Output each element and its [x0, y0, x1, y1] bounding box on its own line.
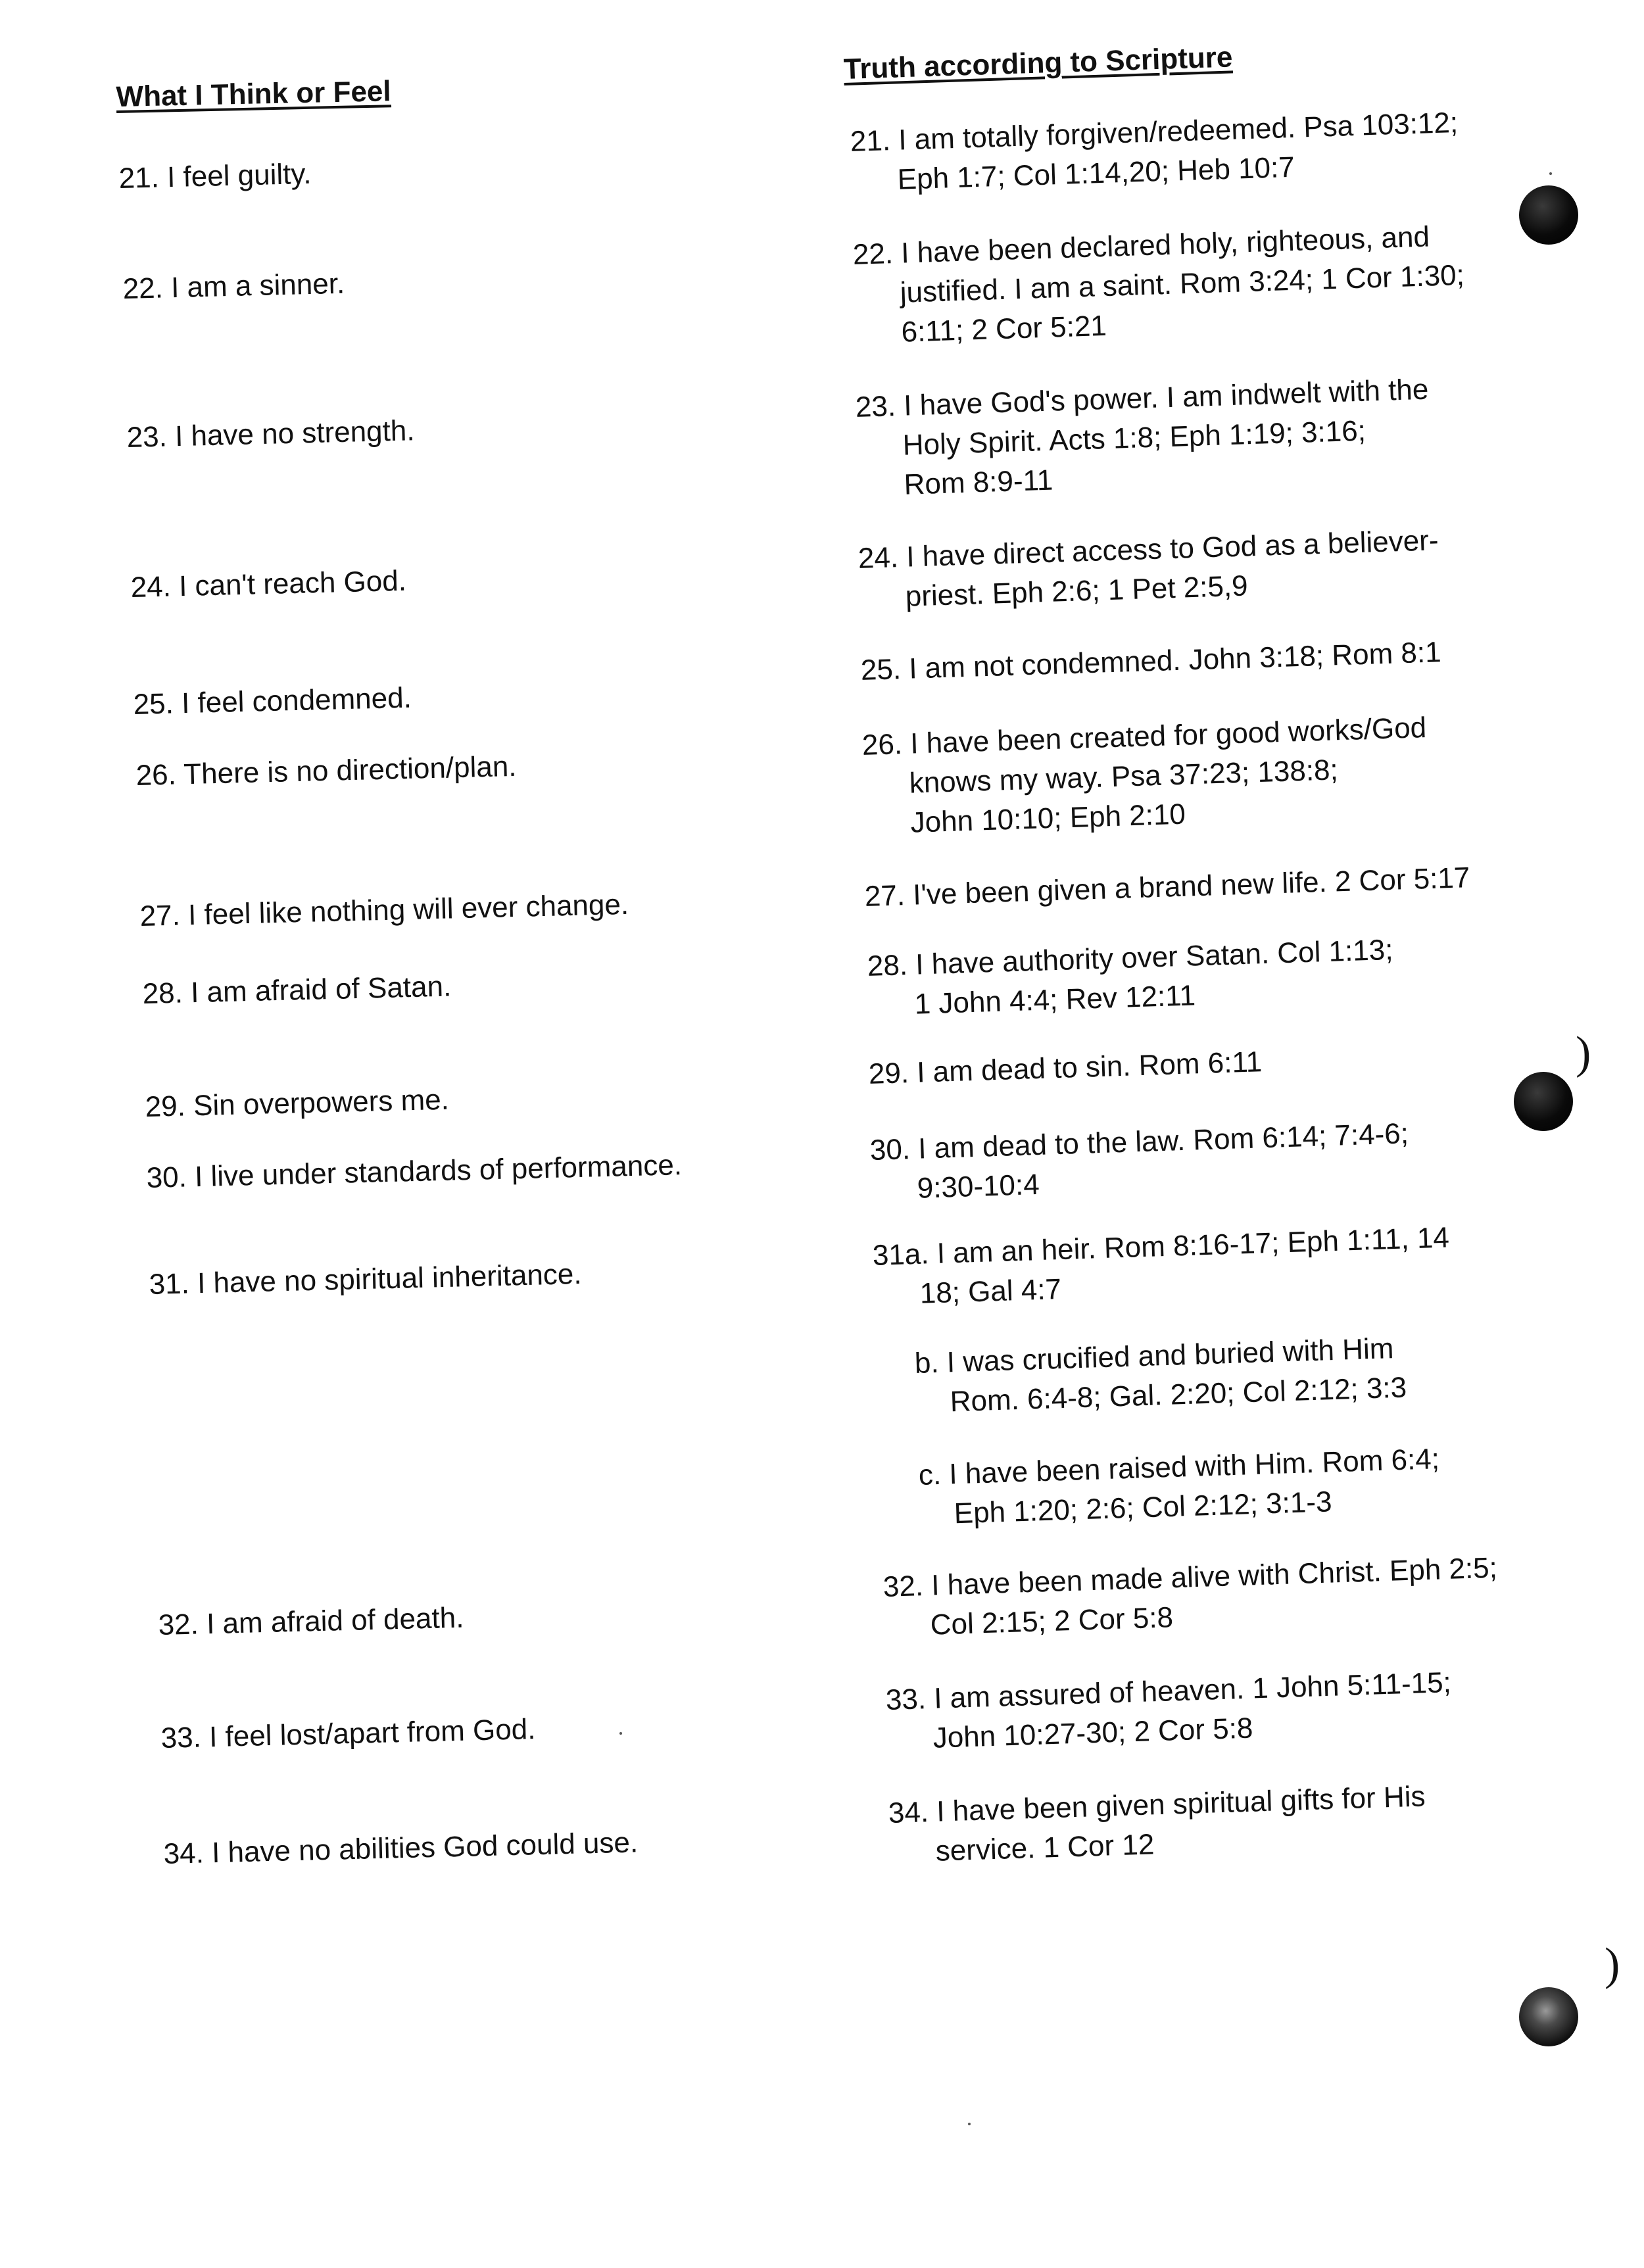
- feeling-24: 24. I can't reach God.: [130, 564, 407, 604]
- feeling-34: 34. I have no abilities God could use.: [163, 1826, 639, 1870]
- truth-31b: [914, 1329, 1407, 1423]
- punch-hole-top: [1519, 185, 1578, 245]
- truth-line: 29. I am dead to sin. Rom 6:11: [868, 1046, 1263, 1090]
- truth-line: 27. I've been given a brand new life. 2 Cor 5:17: [864, 861, 1471, 913]
- truth-line: service. 1 Cor 12: [935, 1828, 1155, 1868]
- feeling-21: 21. I feel guilty.: [118, 157, 312, 195]
- truth-line: 22. I have been declared holy, righteous, and: [852, 220, 1430, 271]
- scan-speck: [968, 2123, 971, 2125]
- truth-line: Holy Spirit. Acts 1:8; Eph 1:19; 3:16;: [902, 414, 1366, 462]
- truth-line: justified. I am a saint. Rom 3:24; 1 Cor 1:30;: [900, 258, 1465, 309]
- truth-22: [852, 216, 1466, 354]
- truth-27: [864, 858, 1470, 917]
- feeling-31: 31. I have no spiritual inheritance.: [149, 1257, 583, 1301]
- truth-line: 31a. I am an heir. Rom 8:16-17; Eph 1:11, 14: [872, 1221, 1450, 1272]
- truth-line: knows my way. Psa 37:23; 138:8;: [909, 754, 1339, 800]
- scan-speck: [1549, 172, 1552, 175]
- truth-32: [882, 1549, 1499, 1647]
- truth-26: [861, 708, 1430, 844]
- truth-29: [868, 1042, 1263, 1094]
- truth-33: [885, 1663, 1453, 1760]
- truth-line: 26. I have been created for good works/God: [861, 712, 1427, 761]
- truth-31c: [918, 1439, 1441, 1535]
- feeling-22: 22. I am a sinner.: [122, 267, 345, 305]
- truth-line: 23. I have God's power. I am indwelt with the: [855, 373, 1430, 423]
- truth-line: John 10:10; Eph 2:10: [909, 798, 1186, 839]
- truth-line: 9:30-10:4: [917, 1168, 1040, 1205]
- right-column-heading: Truth according to Scripture: [843, 41, 1234, 85]
- truth-line: priest. Eph 2:6; 1 Pet 2:5,9: [905, 569, 1249, 613]
- truth-31a: [872, 1218, 1451, 1315]
- feeling-28: 28. I am afraid of Satan.: [142, 970, 452, 1010]
- truth-23: [855, 370, 1432, 506]
- margin-paren-mark: ): [1605, 1939, 1620, 1990]
- truth-line: Eph 1:20; 2:6; Col 2:12; 3:1-3: [954, 1485, 1333, 1530]
- truth-21: [850, 103, 1460, 201]
- punch-hole-middle: [1514, 1072, 1573, 1131]
- feeling-25: 25. I feel condemned.: [133, 681, 412, 721]
- truth-line: 28. I have authority over Satan. Col 1:13;: [867, 933, 1394, 982]
- truth-24: [858, 521, 1440, 618]
- truth-line: John 10:27-30; 2 Cor 5:8: [932, 1712, 1254, 1754]
- truth-line: c. I have been raised with Him. Rom 6:4;: [918, 1443, 1440, 1491]
- truth-34: [888, 1777, 1427, 1873]
- truth-30: [869, 1114, 1411, 1210]
- truth-line: 34. I have been given spiritual gifts for His: [888, 1780, 1426, 1829]
- truth-line: 1 John 4:4; Rev 12:11: [914, 979, 1196, 1021]
- feeling-33: 33. I feel lost/apart from God.: [160, 1713, 536, 1754]
- margin-paren-mark: ): [1576, 1028, 1591, 1078]
- truth-25: [860, 633, 1441, 690]
- feeling-27: 27. I feel like nothing will ever change.: [139, 888, 629, 932]
- truth-line: Rom 8:9-11: [903, 464, 1053, 501]
- truth-line: 32. I have been made alive with Christ. Eph 2:5;: [882, 1551, 1498, 1603]
- truth-line: 18; Gal 4:7: [919, 1273, 1062, 1310]
- truth-line: 30. I am dead to the law. Rom 6:14; 7:4-6;: [869, 1117, 1409, 1167]
- truth-line: 25. I am not condemned. John 3:18; Rom 8:1: [860, 636, 1442, 687]
- truth-line: 21. I am totally forgiven/redeemed. Psa 103:12;: [850, 106, 1459, 158]
- truth-line: Rom. 6:4-8; Gal. 2:20; Col 2:12; 3:3: [950, 1371, 1407, 1418]
- truth-line: b. I was crucified and buried with Him: [914, 1332, 1395, 1380]
- feeling-23: 23. I have no strength.: [126, 414, 416, 454]
- truth-28: [867, 930, 1395, 1026]
- punch-hole-bottom: [1519, 1987, 1578, 2046]
- truth-line: 33. I am assured of heaven. 1 John 5:11-15;: [885, 1666, 1452, 1716]
- feeling-32: 32. I am afraid of death.: [158, 1601, 464, 1641]
- truth-line: 6:11; 2 Cor 5:21: [900, 309, 1107, 349]
- scan-speck: [619, 1732, 622, 1735]
- truth-line: Col 2:15; 2 Cor 5:8: [930, 1601, 1174, 1641]
- truth-line: 24. I have direct access to God as a believer-: [858, 524, 1439, 575]
- feeling-29: 29. Sin overpowers me.: [145, 1083, 450, 1123]
- left-column-heading: What I Think or Feel: [116, 75, 392, 113]
- feeling-30: 30. I live under standards of performance.: [146, 1149, 683, 1194]
- feeling-26: 26. There is no direction/plan.: [135, 750, 518, 792]
- truth-line: Eph 1:7; Col 1:14,20; Heb 10:7: [897, 151, 1295, 196]
